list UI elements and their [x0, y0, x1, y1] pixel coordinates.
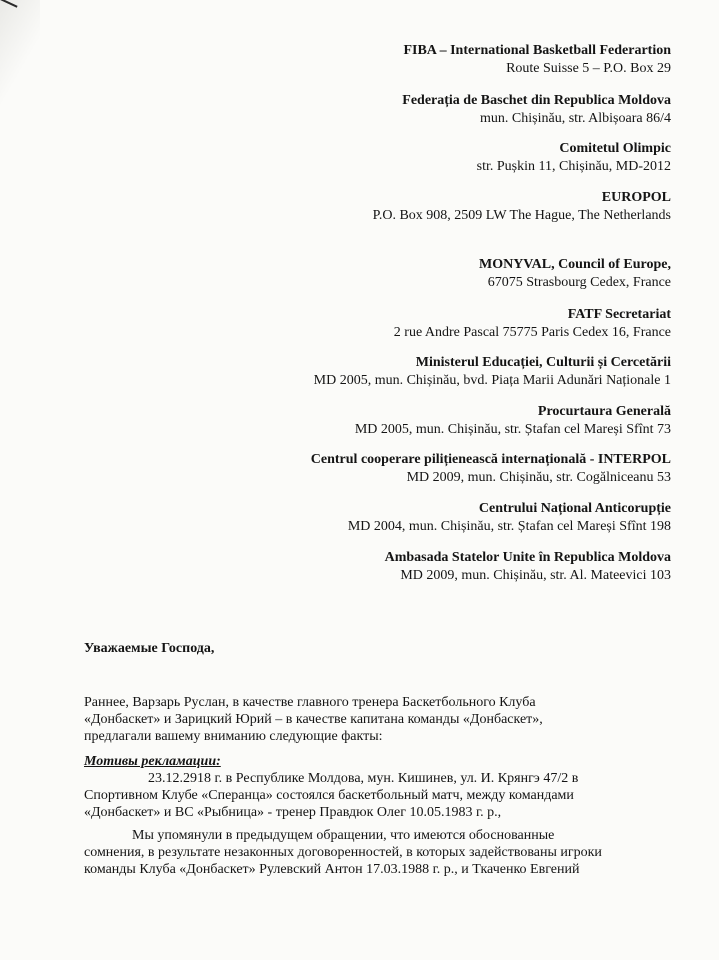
- recipient-address: MD 2009, mun. Chișinău, str. Al. Mateevici 103: [400, 568, 671, 583]
- recipient-address: Route Suisse 5 – P.O. Box 29: [506, 61, 671, 76]
- recipient-name: Centrului Național Anticorupție: [478, 501, 671, 516]
- recipient-address: mun. Chișinău, str. Albișoara 86/4: [480, 111, 671, 126]
- motives-line: 23.12.2918 г. в Республике Молдова, мун. Кишинев, ул. И. Крянгэ 47/2 в: [148, 771, 579, 786]
- intro-paragraph: [84, 694, 624, 745]
- motives-paragraph-1: [84, 770, 624, 821]
- recipient-name: Federația de Baschet din Republica Moldova: [402, 93, 671, 108]
- scan-corner-shadow: [0, 0, 40, 110]
- recipient-address: MD 2005, mun. Chișinău, str. Ștafan cel Mareși Sfînt 73: [354, 422, 671, 437]
- motives-line: Мы упомянули в предыдущем обращении, что имеются обоснованные: [132, 828, 555, 843]
- recipient-name: Ambasada Statelor Unite în Republica Moldova: [384, 550, 671, 565]
- intro-line: предлагали вашему вниманию следующие факты:: [84, 729, 383, 744]
- intro-line: Раннее, Варзарь Руслан, в качестве главного тренера Баскетбольного Клуба: [84, 695, 536, 710]
- recipient-ambasada: [211, 549, 671, 585]
- recipient-europol: [211, 189, 671, 225]
- recipient-address: 2 rue Andre Pascal 75775 Paris Cedex 16, France: [393, 325, 671, 340]
- intro-line: «Донбаскет» и Зарицкий Юрий – в качестве капитана команды «Донбаскет»,: [84, 712, 543, 727]
- recipient-name: Centrul cooperare pilițienească internațională - INTERPOL: [310, 452, 671, 467]
- recipient-federatia: [211, 92, 671, 128]
- recipient-name: Procurtaura Generală: [537, 404, 671, 419]
- recipient-address: MD 2005, mun. Chișinău, bvd. Piața Marii Adunări Naționale 1: [313, 373, 671, 388]
- recipient-name: FIBA – International Basketball Federartion: [403, 43, 671, 58]
- motives-line: «Донбаскет» и ВС «Рыбница» - тренер Правдюк Олег 10.05.1983 г. р.,: [84, 805, 502, 820]
- recipient-address: MD 2004, mun. Chișinău, str. Ștafan cel Mareși Sfînt 198: [347, 519, 671, 534]
- recipient-ministerul: [211, 354, 671, 390]
- recipient-fiba: [211, 42, 671, 78]
- salutation: Уважаемые Господа,: [84, 641, 215, 656]
- recipient-name: MONYVAL, Council of Europe,: [478, 257, 671, 272]
- recipient-fatf: [211, 306, 671, 342]
- motives-line: команды Клуба «Донбаскет» Рулевский Антон 17.03.1988 г. р., и Ткаченко Евгений: [84, 862, 580, 877]
- motives-line: сомнения, в результате незаконных договоренностей, в которых задействованы игроки: [84, 845, 602, 860]
- motives-paragraph-2: [84, 827, 624, 878]
- recipient-address: P.O. Box 908, 2509 LW The Hague, The Netherlands: [372, 208, 671, 223]
- recipient-address: 67075 Strasbourg Cedex, France: [487, 275, 671, 290]
- recipient-address: str. Pușkin 11, Chișinău, MD-2012: [476, 159, 671, 174]
- recipient-comitetul: [211, 140, 671, 176]
- recipient-name: Comitetul Olimpic: [559, 141, 671, 156]
- recipient-name: FATF Secretariat: [567, 307, 671, 322]
- recipient-procuratura: [211, 403, 671, 439]
- recipient-address: MD 2009, mun. Chișinău, str. Cogălniceanu 53: [406, 470, 671, 485]
- motives-line: Спортивном Клубе «Сперанца» состоялся баскетбольный матч, между командами: [84, 788, 574, 803]
- recipient-monyval: [211, 256, 671, 292]
- recipient-name: EUROPOL: [601, 190, 671, 205]
- motives-heading: Мотивы рекламации:: [84, 754, 221, 769]
- recipient-name: Ministerul Educației, Culturii și Cercetării: [415, 355, 671, 370]
- recipient-anticoruptie: [211, 500, 671, 536]
- recipient-interpol: [211, 451, 671, 487]
